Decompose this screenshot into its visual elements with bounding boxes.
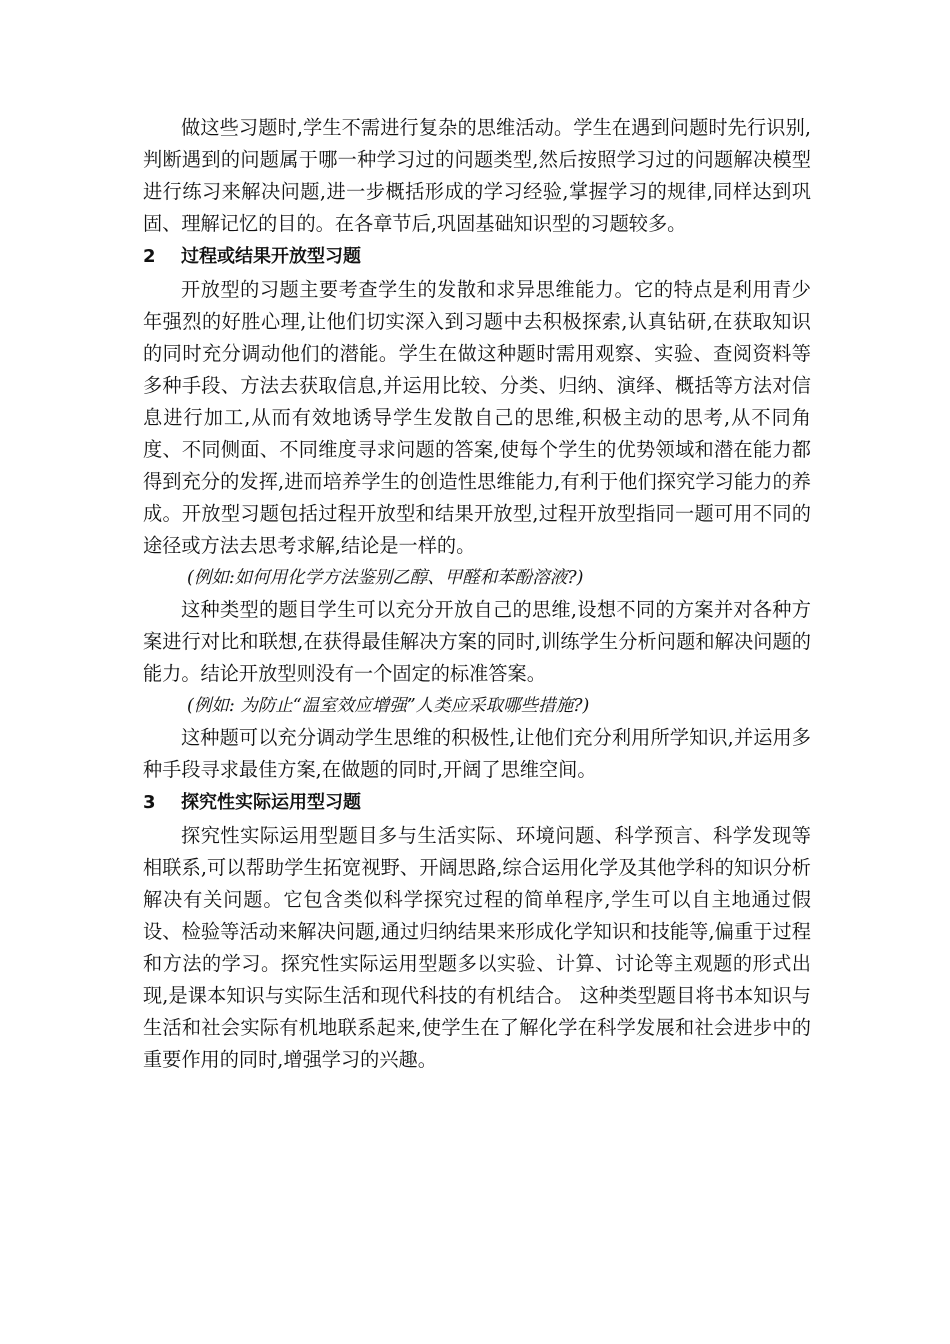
paragraph-open-exercises: 开放型的习题主要考查学生的发散和求异思维能力。它的特点是利用青少年强烈的好胜心理,让他们切实深入到习题中去积极探索,认真钻研,在获取知识的同时充分调动他们的潜能。学生在做这种题时需用观察、实验、查阅资料等多种手段、方法去获取信息,并运用比较、分类、归纳、演绎、概括等方法对信息进行加工,从而有效地诱导学生发散自己的思维,积极主动的思考,从不同角度、不同侧面、不同维度寻求问题的答案,使每个学生的优势领域和潜在能力都得到充分的发挥,进而培养学生的创造性思维能力,有利于他们探究学习能力的养成。开放型习题包括过程开放型和结果开放型,过程开放型指同一题可用不同的途径或方法去思考求解,结论是一样的。 — [143, 278, 811, 557]
paragraph-process-open: 这种类型的题目学生可以充分开放自己的思维,设想不同的方案并对各种方案进行对比和联想,在获得最佳解决方案的同时,训练学生分析问题和解决问题的能力。结论开放型则没有一个固定的标准答案。 — [143, 598, 811, 685]
document-page — [143, 112, 811, 1076]
section-number-3: 3 — [143, 792, 156, 813]
paragraph-basic-exercises: 做这些习题时,学生不需进行复杂的思维活动。学生在遇到问题时先行识别,判断遇到的问题属于哪一种学习过的问题类型,然后按照学习过的问题解决模型进行练习来解决问题,进一步概括形成的学习经验,掌握学习的规律,同样达到巩固、理解记忆的目的。在各章节后,巩固基础知识型的习题较多。 — [143, 116, 811, 235]
example-2: (例如: 为防止“温室效应增强”人类应采取哪些措施?) — [187, 696, 590, 716]
section-heading-3 — [143, 786, 811, 820]
section-title-2: 过程或结果开放型习题 — [181, 246, 361, 267]
example-1: (例如:如何用化学方法鉴别乙醇、甲醛和苯酚溶液?) — [187, 568, 584, 588]
section-title-3: 探究性实际运用型习题 — [181, 792, 361, 813]
paragraph-result-open: 这种题可以充分调动学生思维的积极性,让他们充分利用所学知识,并运用多种手段寻求最佳方案,在做题的同时,开阔了思维空间。 — [143, 726, 811, 781]
section-number-2: 2 — [143, 246, 156, 267]
section-heading-2 — [143, 240, 811, 274]
paragraph-inquiry-exercises: 探究性实际运用型题目多与生活实际、环境问题、科学预言、科学发现等相联系,可以帮助学生拓宽视野、开阔思路,综合运用化学及其他学科的知识分析解决有关问题。它包含类似科学探究过程的简单程序,学生可以自主地通过假设、检验等活动来解决问题,通过归纳结果来形成化学知识和技能等,偏重于过程和方法的学习。探究性实际运用型题多以实验、计算、讨论等主观题的形式出现,是课本知识与实际生活和现代科技的有机结合。 这种类型题目将书本知识与生活和社会实际有机地联系起来,使学生在了解化学在科学发展和社会进步中的重要作用的同时,增强学习的兴趣。 — [143, 824, 811, 1071]
